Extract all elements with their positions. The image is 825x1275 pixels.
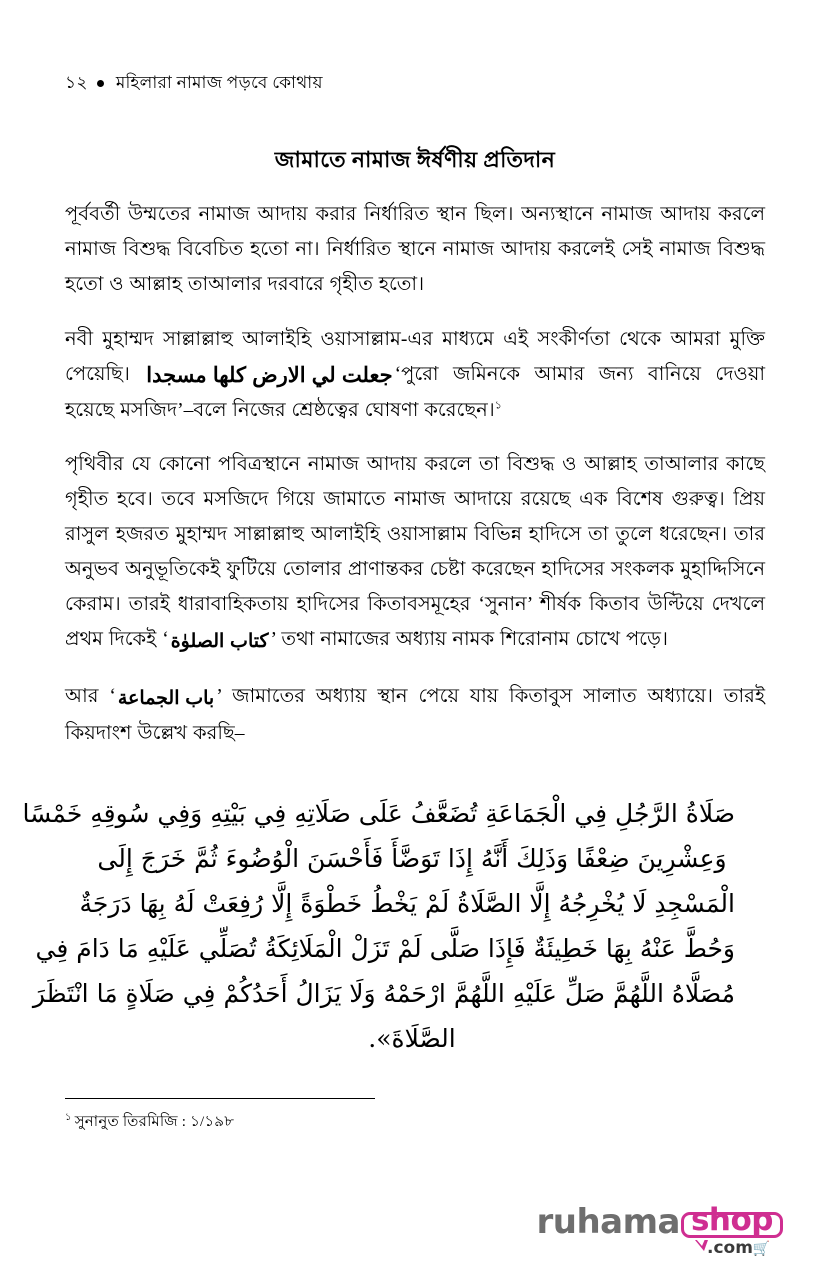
paragraph-4-text-before: আর ‘	[65, 685, 116, 707]
page-content	[22, 70, 766, 1061]
hadith-line: صَلَاةُ الرَّجُلِ فِي الْجَمَاعَةِ تُضَعَّفُ عَلَى صَلَاتِهِ فِي بَيْتِهِ وَفِي سُوقِهِ خَمْسًا	[22, 798, 735, 828]
footnote-entry-marker: ১	[65, 1112, 72, 1123]
paragraph-1: পূর্ববর্তী উম্মতের নামাজ আদায় করার নির্ধারিত স্থান ছিল। অন্যস্থানে নামাজ আদায় করলে নামাজ বিশুদ্ধ বিবেচিত হতো না। নির্ধারিত স্থানে নামাজ আদায় করলেই সেই নামাজ বিশুদ্ধ হতো ও আল্লাহ তাআলার দরবারে গৃহীত হতো।	[65, 204, 765, 295]
paragraph-3-text-after: ’ তথা নামাজের অধ্যায় নামক শিরোনাম চোখে পড়ে।	[270, 629, 668, 650]
hadith-line: وَحُطَّ عَنْهُ بِهَا خَطِيئَةٌ فَإِذَا صَلَّى لَمْ تَزَلْ الْمَلَائِكَةُ تُصَلِّي عَلَيْهِ مَا دَامَ فِي	[35, 933, 735, 963]
footnote-marker: ১	[494, 399, 502, 411]
footnote-entry	[65, 1112, 765, 1132]
arabic-quote-inline-3: باب الجماعة	[117, 687, 215, 709]
paragraph-4	[65, 679, 765, 751]
hadith-line: وَعِشْرِينَ ضِعْفًا وَذَلِكَ أَنَّهُ إِذَا تَوَضَّأَ فَأَحْسَنَ الْوُضُوءَ ثُمَّ خَرَجَ إِلَى	[97, 843, 727, 873]
section-title: জামাতে নামাজ ঈর্ষণীয় প্রতিদান	[274, 147, 556, 172]
shopping-cart-icon: 🛒	[752, 1241, 771, 1257]
hadith-line: مُصَلَّاهُ اللَّهُمَّ صَلِّ عَلَيْهِ اللَّهُمَّ ارْحَمْهُ وَلَا يَزَالُ أَحَدُكُمْ فِي صَلَاةٍ مَا انْتَظَرَ	[32, 978, 735, 1008]
page-number: ১২	[65, 73, 88, 92]
logo-domain	[707, 1239, 770, 1258]
arabic-quote-inline-1: جعلت لي الارض كلها مسجدا	[146, 362, 393, 387]
hadith-line: الصَّلَاةَ».	[368, 1023, 456, 1053]
paragraph-2	[65, 322, 765, 428]
running-header-title: মহিলারা নামাজ পড়বে কোথায়	[115, 73, 323, 92]
paragraph-3-text-before: পৃথিবীর যে কোনো পবিত্রস্থানে নামাজ আদায় করলে তা বিশুদ্ধ ও আল্লাহ তাআলার কাছে গৃহীত হবে। তবে মসজিদে গিয়ে জামাতে নামাজ আদায়ে রয়েছে এক বিশেষ গুরুত্ব। প্রিয় রাসুল হজরত মুহাম্মদ সাল্লাল্লাহু আলাইহি ওয়াসাল্লাম বিভিন্ন হাদিসে তা তুলে ধরেছেন। তার অনুভব অনুভূতিকেই ফুটিয়ে তোলার প্রাণান্তকর চেষ্টা করেছেন হাদিসের সংকলক মুহাদ্দিসিনে কেরাম। তারই ধারাবাহিকতায় হাদিসের কিতাবসমূহের ‘সুনান’ শীর্ষক কিতাব উল্টিয়ে দেখলে প্রথম দিকেই ‘	[65, 454, 765, 650]
bullet-dot-icon	[97, 80, 104, 87]
paragraph-2-text-after: ‘পুরো জমিনকে আমার জন্য বানিয়ে দেওয়া হয়েছে মসজিদ’–বলে নিজের শ্রেষ্ঠত্বের ঘোষণা করেছেন।	[65, 363, 766, 421]
logo-speech-bubble-icon	[681, 1202, 783, 1238]
footnote-area	[65, 1098, 765, 1132]
ruhamashop-logo	[536, 1203, 783, 1257]
running-header	[65, 70, 765, 96]
hadith-line: الْمَسْجِدِ لَا يُخْرِجُهُ إِلَّا الصَّلَاةُ لَمْ يَخْطُ خَطْوَةً إِلَّا رُفِعَتْ لَهُ بِهَا دَرَجَةٌ	[79, 888, 735, 918]
logo-bubble-group	[681, 1202, 783, 1258]
footnote-divider	[65, 1098, 375, 1099]
logo-bubble-word: shop	[690, 1202, 773, 1238]
logo-domain-text: .com	[706, 1238, 753, 1258]
logo-wordmark: ruhama	[536, 1202, 680, 1242]
paragraph-3	[65, 447, 765, 659]
paragraph-2-text-before: নবী মুহাম্মদ সাল্লাল্লাহু আলাইহি ওয়াসাল্লাম-এর মাধ্যমে এই সংকীর্ণতা থেকে আমরা মুক্তি পেয়েছি।	[65, 328, 765, 385]
footnote-entry-text: সুনানুত তিরমিজি : ১/১৯৮	[74, 1114, 235, 1130]
logo-bubble-tail-inner-icon	[696, 1239, 705, 1246]
arabic-quote-inline-2: كتاب الصلوٰة	[170, 631, 269, 652]
paragraph-4-text-after: ’ জামাতের অধ্যায় স্থান পেয়ে যায় কিতাবুস সালাত অধ্যায়ে। তারই কিয়দাংশ উল্লেখ করছি–	[65, 685, 765, 744]
hadith-quotation-block	[22, 791, 765, 1061]
